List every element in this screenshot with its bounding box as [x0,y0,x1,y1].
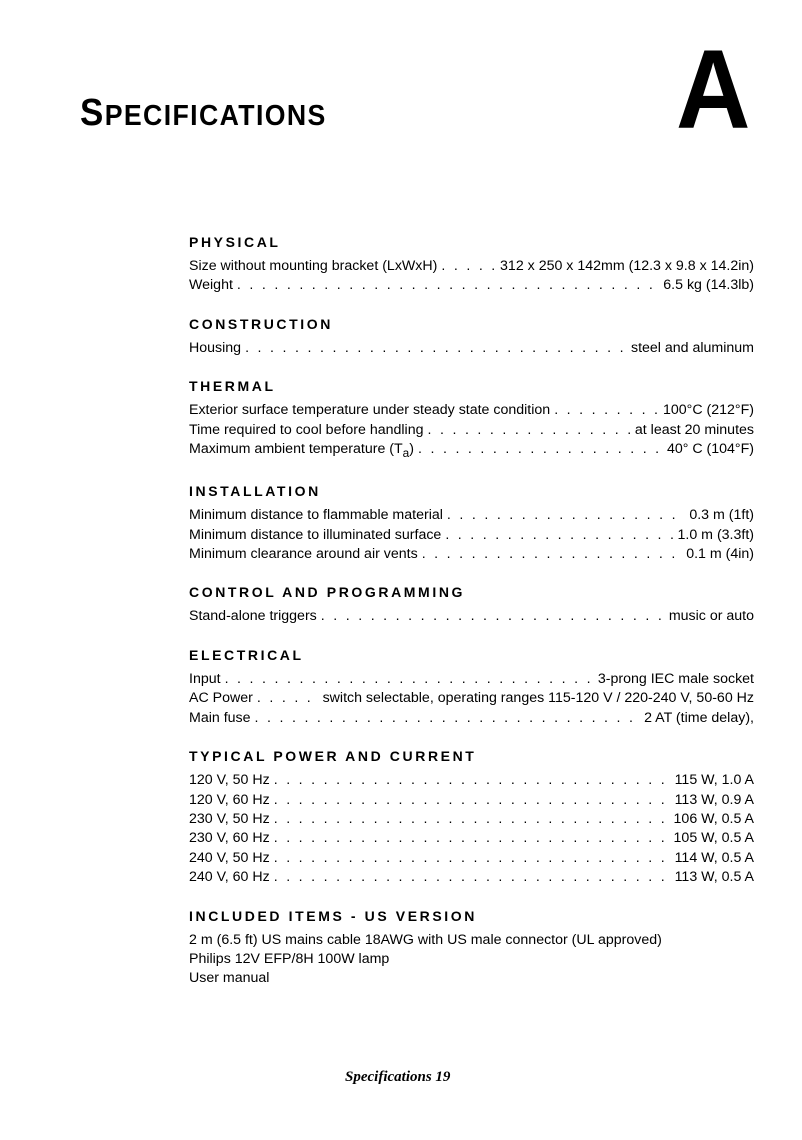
spec-value: 113 W, 0.5 A [674,869,754,886]
dot-leader [245,339,627,358]
section-electrical [189,645,754,728]
spec-label-subscript: a [402,445,410,460]
spec-label [189,440,418,463]
spec-row [189,421,754,440]
spec-row [189,868,754,887]
spec-row [189,339,754,358]
section-heading: THERMAL [189,378,276,395]
spec-label-end: ) [409,441,414,458]
spec-row [189,689,754,708]
section-included [189,906,754,989]
list-item: Philips 12V EFP/8H 100W lamp [189,950,390,967]
dot-leader [274,868,671,887]
spec-value: 0.3 m (1ft) [689,507,754,524]
title-rest: PECIFICATIONS [104,100,327,132]
section-heading: INSTALLATION [189,483,321,500]
spec-label: 120 V, 60 Hz [189,791,270,808]
page-footer: Specifications 19 [345,1069,451,1085]
spec-row [189,709,754,728]
section-power [189,746,754,887]
dot-leader [418,440,663,459]
dot-leader [447,506,685,525]
spec-value: 100°C (212°F) [663,402,754,419]
dot-leader [321,607,665,626]
spec-label: Input [189,670,221,687]
section-control [189,582,754,626]
spec-label: Minimum distance to illuminated surface [189,526,442,543]
dot-leader [554,401,659,420]
spec-row [189,849,754,868]
spec-label: Stand-alone triggers [189,608,317,625]
spec-value: 3-prong IEC male socket [597,670,754,687]
section-thermal [189,376,754,463]
spec-row [189,257,754,276]
spec-label: Main fuse [189,709,251,726]
spec-value: 0.1 m (4in) [686,546,754,563]
spec-label-text: Maximum ambient temperature (T [189,441,403,458]
spec-label: 240 V, 50 Hz [189,849,270,866]
spec-row [189,401,754,420]
spec-value: steel and aluminum [630,339,754,356]
page-title [80,94,327,132]
spec-label: Weight [189,277,233,294]
spec-row [189,545,754,564]
spec-label: 230 V, 50 Hz [189,810,270,827]
spec-row [189,791,754,810]
spec-value: 2 AT (time delay), [644,709,754,726]
section-heading: CONTROL AND PROGRAMMING [189,584,466,601]
spec-label: Housing [189,339,242,356]
dot-leader [445,526,673,545]
spec-value: 1.0 m (3.3ft) [677,526,754,543]
dot-leader [428,421,631,440]
spec-label: 240 V, 60 Hz [189,869,270,886]
dot-leader [237,276,659,295]
spec-value: 114 W, 0.5 A [674,849,754,866]
spec-row [189,810,754,829]
spec-label: Size without mounting bracket (LxWxH) [189,258,438,274]
spec-row [189,276,754,295]
section-heading: ELECTRICAL [189,646,304,663]
appendix-letter: A [676,27,751,152]
spec-row [189,670,754,689]
spec-label: Minimum clearance around air vents [189,546,418,563]
spec-content [189,232,754,1007]
spec-value: at least 20 minutes [634,421,754,438]
dot-leader [274,771,671,790]
spec-label: Exterior surface temperature under steady state condition [189,402,551,419]
spec-row [189,829,754,848]
dot-leader [441,257,496,276]
dot-leader [257,689,319,708]
section-installation [189,481,754,564]
spec-value: 40° C (104°F) [666,441,754,458]
spec-row [189,607,754,626]
spec-label: Minimum distance to flammable material [189,507,443,524]
spec-label: AC Power [189,690,253,707]
dot-leader [274,791,671,810]
list-item: 2 m (6.5 ft) US mains cable 18AWG with US male connector (UL approved) [189,931,662,948]
spec-value: 6.5 kg (14.3lb) [663,277,754,294]
dot-leader [274,829,670,848]
spec-value: music or auto [668,608,754,625]
spec-row [189,506,754,525]
spec-row [189,440,754,463]
spec-value: 312 x 250 x 142mm (12.3 x 9.8 x 14.2in) [500,258,754,274]
section-physical [189,232,754,296]
spec-value: 115 W, 1.0 A [674,772,754,789]
spec-value: switch selectable, operating ranges 115-120 V / 220-240 V, 50-60 Hz [322,690,754,707]
spec-value: 106 W, 0.5 A [673,810,754,827]
section-heading: PHYSICAL [189,234,281,250]
spec-row [189,526,754,545]
spec-label: Time required to cool before handling [189,421,424,438]
dot-leader [274,849,671,868]
section-heading: INCLUDED ITEMS - US VERSION [189,907,477,924]
section-construction [189,314,754,358]
dot-leader [225,670,594,689]
section-heading: TYPICAL POWER AND CURRENT [189,748,477,765]
spec-row [189,771,754,790]
spec-label: 230 V, 60 Hz [189,830,270,847]
spec-label: 120 V, 50 Hz [189,772,270,789]
spec-value: 113 W, 0.9 A [674,791,754,808]
dot-leader [255,709,641,728]
section-heading: CONSTRUCTION [189,315,333,332]
list-item: User manual [189,970,270,987]
dot-leader [422,545,683,564]
dot-leader [274,810,670,829]
spec-value: 105 W, 0.5 A [673,830,754,847]
title-first-letter: S [80,92,105,134]
